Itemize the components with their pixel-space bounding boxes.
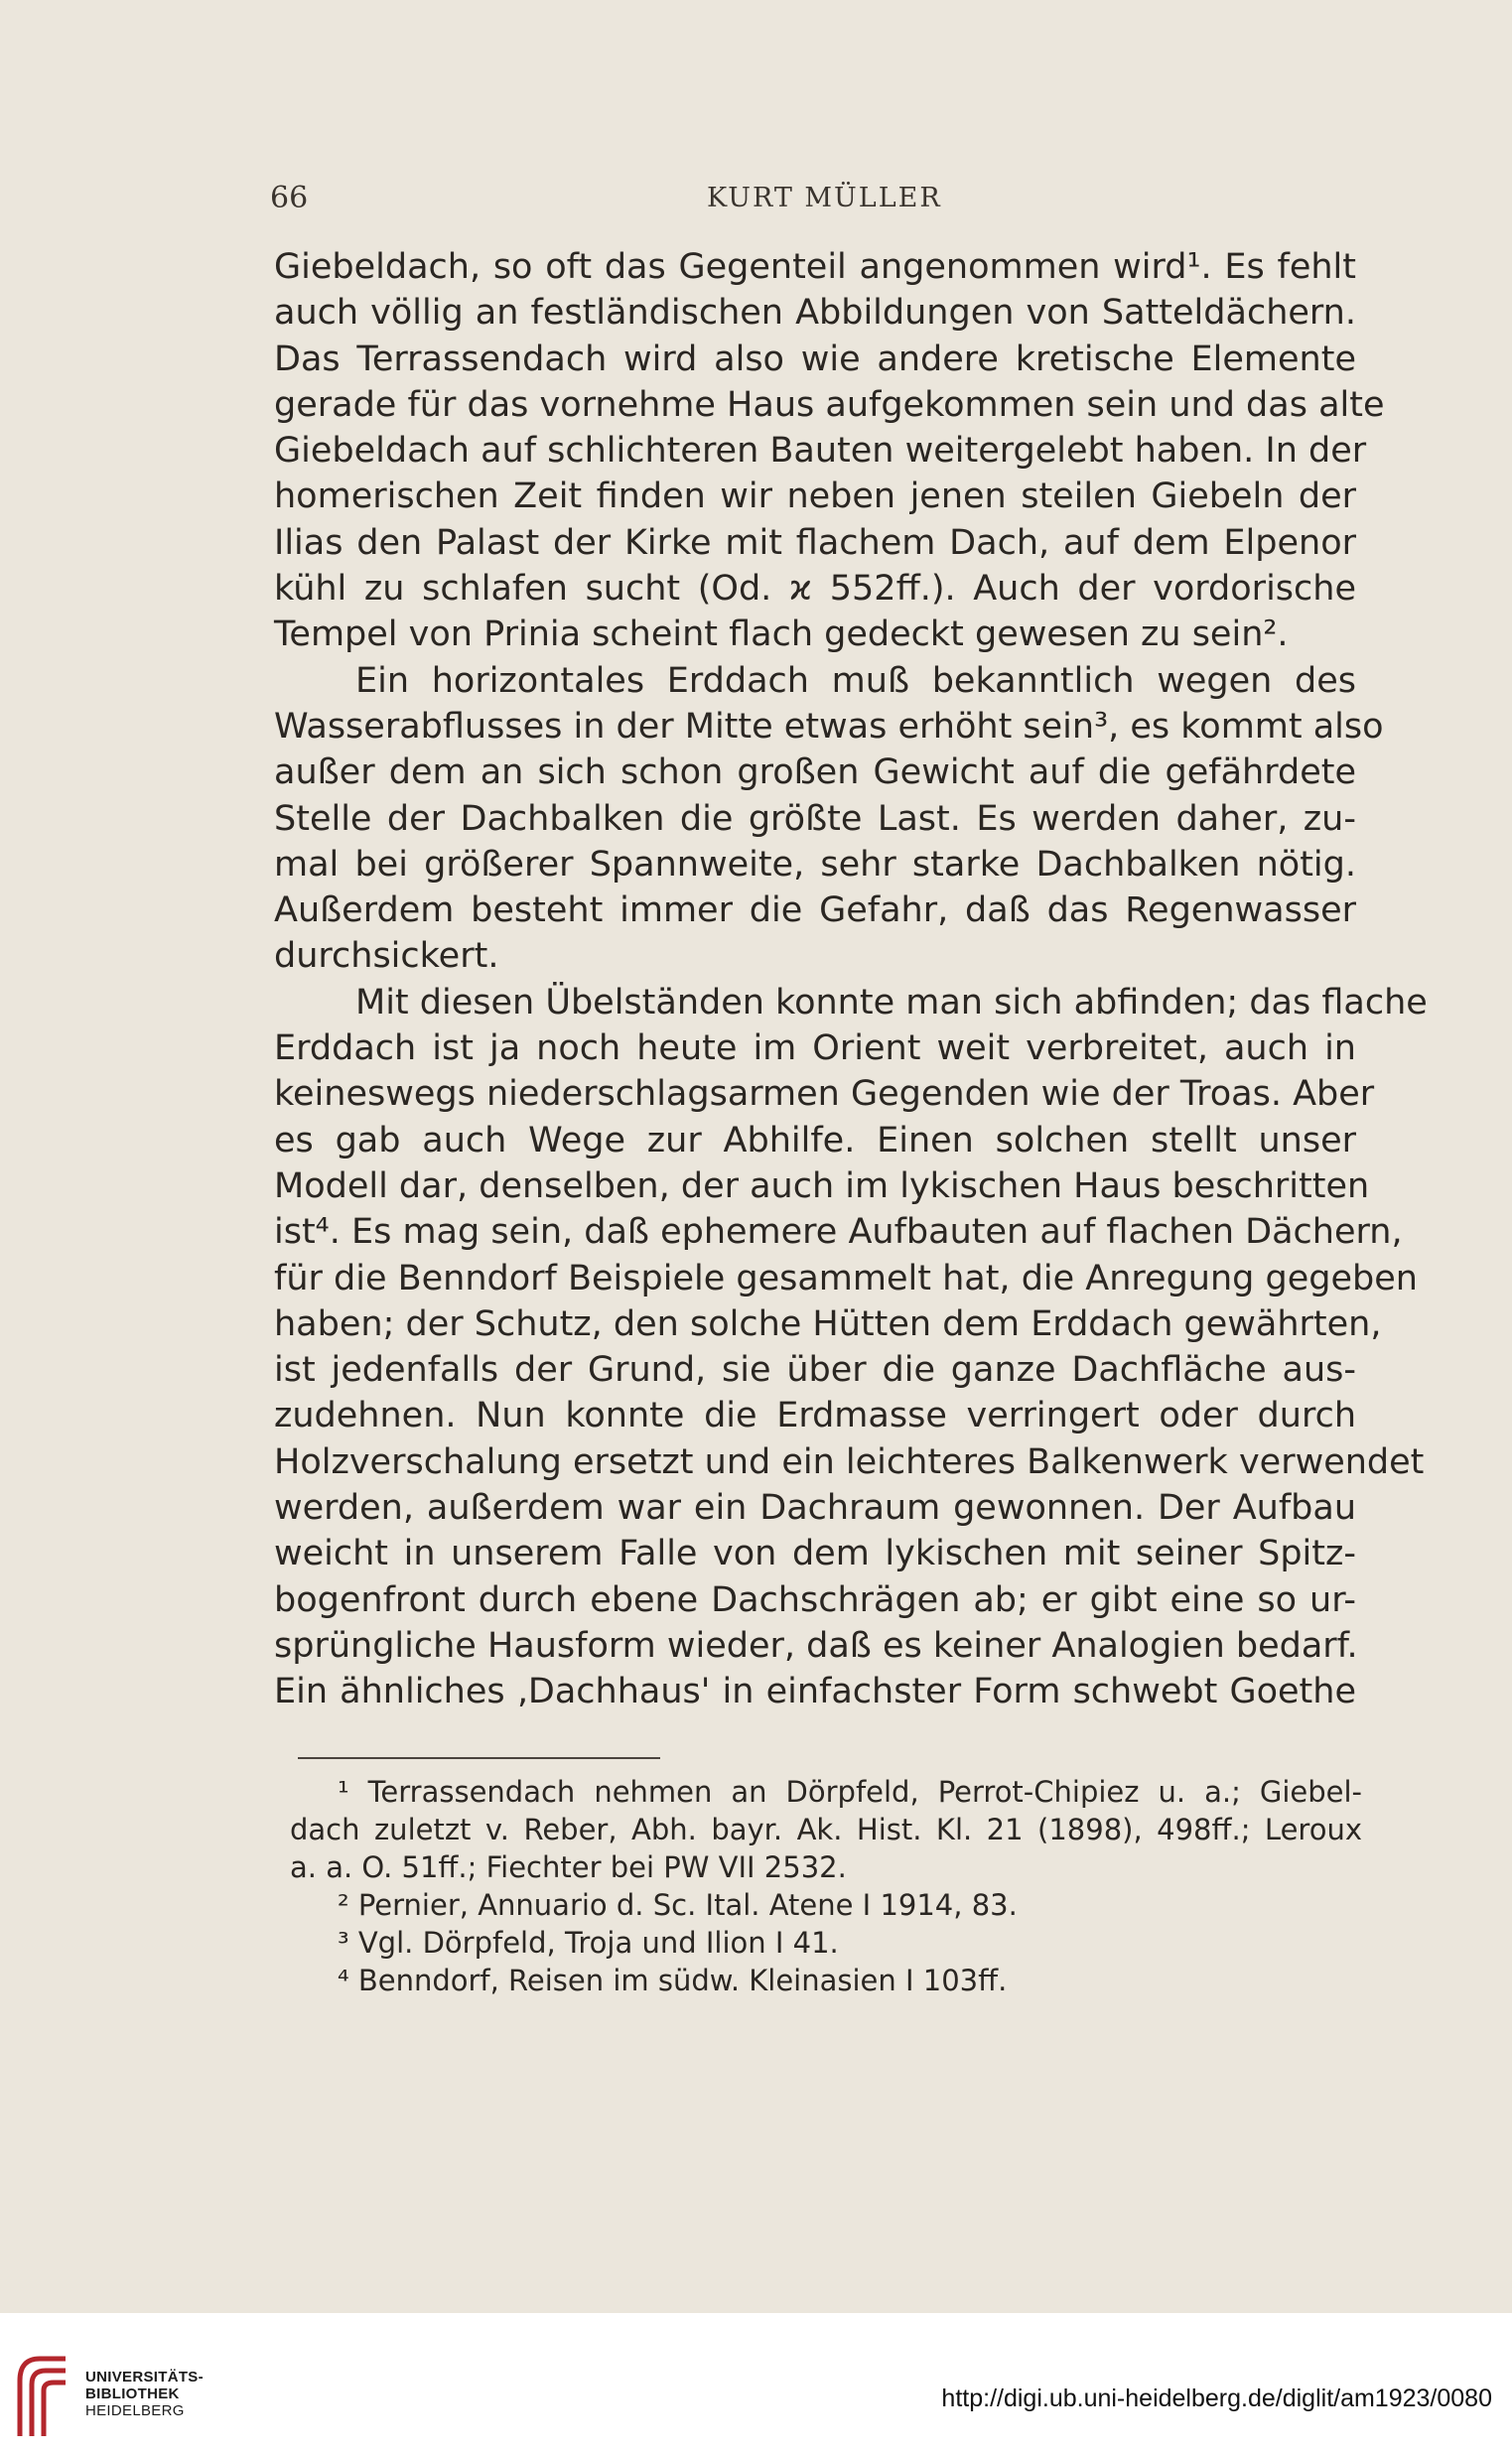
footnote-line: ³ Vgl. Dörpfeld, Troja und Ilion I 41. [338, 1926, 839, 1960]
footnote-line: ¹ Terrassendach nehmen an Dörpfeld, Perrot-Chipiez u. a.; Giebel- [338, 1775, 1362, 1809]
footnote-line: ⁴ Benndorf, Reisen im südw. Kleinasien I 103ff. [338, 1964, 1008, 1997]
footnote-line: ² Pernier, Annuario d. Sc. Ital. Atene I 1914, 83. [338, 1888, 1018, 1922]
text-line: Modell dar, denselben, der auch im lykischen Haus beschritten [274, 1165, 1370, 1206]
text-line: Tempel von Prinia scheint flach gedeckt gewesen zu sein². [274, 614, 1289, 655]
permalink-url[interactable]: http://digi.ub.uni-heidelberg.de/diglit/am1923/0080 [941, 2385, 1492, 2412]
text-line: Das Terrassendach wird also wie andere kretische Elemente [274, 339, 1356, 379]
text-line: Ilias den Palast der Kirke mit flachem Dach, auf dem Elpenor [274, 522, 1356, 563]
footnote-line: a. a. O. 51ff.; Fiechter bei PW VII 2532. [290, 1850, 847, 1884]
text-line: Holzverschalung ersetzt und ein leichteres Balkenwerk verwendet [274, 1441, 1425, 1482]
text-line: Mit diesen Übelständen konnte man sich abfinden; das flache [355, 982, 1428, 1022]
text-line: auch völlig an festländischen Abbildungen von Satteldächern. [274, 293, 1356, 334]
text-line: gerade für das vornehme Haus aufgekommen sein und das alte [274, 384, 1385, 425]
footnote-divider [298, 1757, 660, 1759]
library-logo-icon [14, 2353, 71, 2438]
page-number: 66 [270, 181, 309, 215]
text-line: Außerdem besteht immer die Gefahr, daß das Regenwasser [274, 890, 1356, 931]
text-line: außer dem an sich schon großen Gewicht auf die gefährdete [274, 752, 1356, 793]
library-logo-text [85, 2369, 204, 2419]
logo-line: HEIDELBERG [85, 2402, 185, 2419]
text-line: Erddach ist ja noch heute im Orient weit verbreitet, auch in [274, 1028, 1356, 1069]
running-title: KURT MÜLLER [707, 183, 942, 213]
text-line: Stelle der Dachbalken die größte Last. Es werden daher, zu- [274, 798, 1356, 839]
text-line: Giebeldach, so oft das Gegenteil angenommen wird¹. Es fehlt [274, 247, 1356, 287]
text-line: mal bei größerer Spannweite, sehr starke Dachbalken nötig. [274, 844, 1356, 885]
text-line: für die Benndorf Beispiele gesammelt hat, die Anregung gegeben [274, 1258, 1418, 1298]
text-line: keineswegs niederschlagsarmen Gegenden wie der Troas. Aber [274, 1074, 1375, 1115]
text-line: ist jedenfalls der Grund, sie über die ganze Dachfläche aus- [274, 1350, 1356, 1391]
text-line: werden, außerdem war ein Dachraum gewonnen. Der Aufbau [274, 1488, 1356, 1529]
text-line: homerischen Zeit finden wir neben jenen steilen Giebeln der [274, 477, 1356, 517]
running-head [270, 181, 1362, 220]
viewer-footer [0, 2313, 1512, 2454]
logo-line: UNIVERSITÄTS- [85, 2369, 204, 2386]
text-line: zudehnen. Nun konnte die Erdmasse verringert oder durch [274, 1396, 1356, 1436]
footnotes [290, 1773, 1362, 1999]
text-line: Giebeldach auf schlichteren Bauten weitergelebt haben. In der [274, 431, 1367, 472]
text-line: sprüngliche Hausform wieder, daß es keiner Analogien bedarf. [274, 1625, 1358, 1666]
text-line: Ein horizontales Erddach muß bekanntlich wegen des [355, 660, 1356, 701]
logo-line: BIBLIOTHEK [85, 2386, 180, 2402]
body-text [274, 244, 1428, 1715]
text-line: ist⁴. Es mag sein, daß ephemere Aufbauten auf flachen Dächern, [274, 1212, 1403, 1253]
footnote-line: dach zuletzt v. Reber, Abh. bayr. Ak. Hist. Kl. 21 (1898), 498ff.; Leroux [290, 1813, 1362, 1846]
text-line: kühl zu schlafen sucht (Od. ϰ 552ff.). Auch der vordorische [274, 569, 1356, 610]
text-line: Wasserabflusses in der Mitte etwas erhöht sein³, es kommt also [274, 706, 1384, 747]
text-line: Ein ähnliches ‚Dachhaus' in einfachster Form schwebt Goethe [274, 1672, 1356, 1712]
text-line: durchsickert. [274, 936, 499, 977]
text-line: haben; der Schutz, den solche Hütten dem Erddach gewährten, [274, 1303, 1382, 1344]
text-line: es gab auch Wege zur Abhilfe. Einen solchen stellt unser [274, 1120, 1356, 1160]
text-line: weicht in unserem Falle von dem lykischen mit seiner Spitz- [274, 1534, 1356, 1574]
text-line: bogenfront durch ebene Dachschrägen ab; er gibt eine so ur- [274, 1579, 1356, 1620]
